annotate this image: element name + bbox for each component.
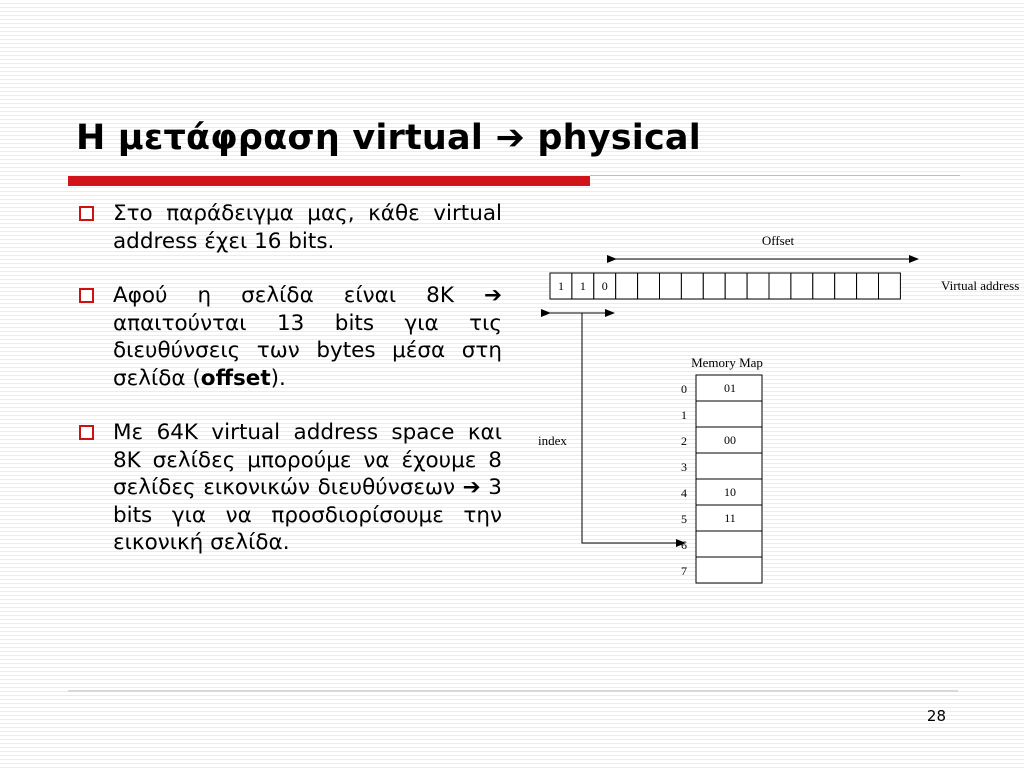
virtual-address-label: Virtual address xyxy=(941,278,1020,293)
bullet-text-part: ). xyxy=(270,365,286,391)
address-bit-cell xyxy=(857,273,879,299)
memory-map-index: 1 xyxy=(681,408,687,422)
memory-map-index: 5 xyxy=(681,512,687,526)
address-bit-cell xyxy=(747,273,769,299)
address-bit-cell xyxy=(769,273,791,299)
index-label: index xyxy=(538,433,567,448)
memory-map-index: 4 xyxy=(681,486,687,500)
address-bit-cell xyxy=(616,273,638,299)
memory-map-index: 7 xyxy=(681,564,687,578)
square-bullet-icon xyxy=(79,425,94,440)
memory-map-value: 00 xyxy=(724,433,736,447)
memory-map-index: 0 xyxy=(681,382,687,396)
index-pointer-arrow xyxy=(582,313,685,543)
memory-map-index: 3 xyxy=(681,460,687,474)
bullet-item xyxy=(76,200,502,255)
address-bit-value: 0 xyxy=(601,279,608,293)
address-bit-cell xyxy=(638,273,660,299)
memory-map-row xyxy=(696,453,762,479)
address-bit-cell xyxy=(660,273,682,299)
memory-map-index: 2 xyxy=(681,434,687,448)
address-bit-cell xyxy=(879,273,901,299)
address-bit-cell xyxy=(725,273,747,299)
bullet-text xyxy=(113,282,502,392)
bullet-text xyxy=(113,419,502,557)
address-bit-cell xyxy=(791,273,813,299)
memory-map-index: 6 xyxy=(681,538,687,552)
bullet-list xyxy=(76,200,502,584)
address-bit-cell xyxy=(703,273,725,299)
address-translation-diagram xyxy=(530,225,1024,590)
memory-map-value: 10 xyxy=(724,485,736,499)
memory-map-value: 01 xyxy=(724,381,736,395)
bullet-text xyxy=(113,200,502,255)
bullet-text-part: Στο παράδειγμα μας, κάθε virtual address έχει 16 bits. xyxy=(113,201,502,254)
memory-map-row xyxy=(696,557,762,583)
title-underline-red xyxy=(68,176,590,186)
square-bullet-icon xyxy=(79,206,94,221)
virtual-address-register xyxy=(550,273,900,299)
title-underline-gray xyxy=(590,175,960,176)
slide-title: Η μετάφραση virtual ➔ physical xyxy=(76,118,701,158)
square-bullet-icon xyxy=(79,288,94,303)
footer-divider xyxy=(68,690,958,692)
memory-map-title: Memory Map xyxy=(691,355,763,370)
address-bit-cell xyxy=(835,273,857,299)
address-bit-value: 1 xyxy=(579,279,586,293)
offset-label: Offset xyxy=(761,233,795,248)
address-bit-value: 1 xyxy=(557,279,564,293)
bullet-text-part: Με 64Κ virtual address space και 8Κ σελίδες μπορούμε να έχουμε 8 σελίδες εικονικών διευθύνσεων ➔ 3 bits για να προσδιορίσουμε την εικονική σελίδα. xyxy=(113,420,502,555)
page-number: 28 xyxy=(926,707,946,725)
memory-map-value: 11 xyxy=(724,511,736,525)
address-bit-cell xyxy=(813,273,835,299)
memory-map-row xyxy=(696,531,762,557)
offset-term: offset xyxy=(200,365,271,391)
address-bit-cell xyxy=(681,273,703,299)
bullet-item xyxy=(76,419,502,557)
memory-map-row xyxy=(696,401,762,427)
bullet-item xyxy=(76,282,502,392)
memory-map-table xyxy=(681,375,762,583)
bullet-text-part: Αφού η σελίδα είναι 8Κ ➔ απαιτούνται 13 bits για τις διευθύνσεις των bytes μέσα στη σελίδα ( xyxy=(113,283,502,391)
